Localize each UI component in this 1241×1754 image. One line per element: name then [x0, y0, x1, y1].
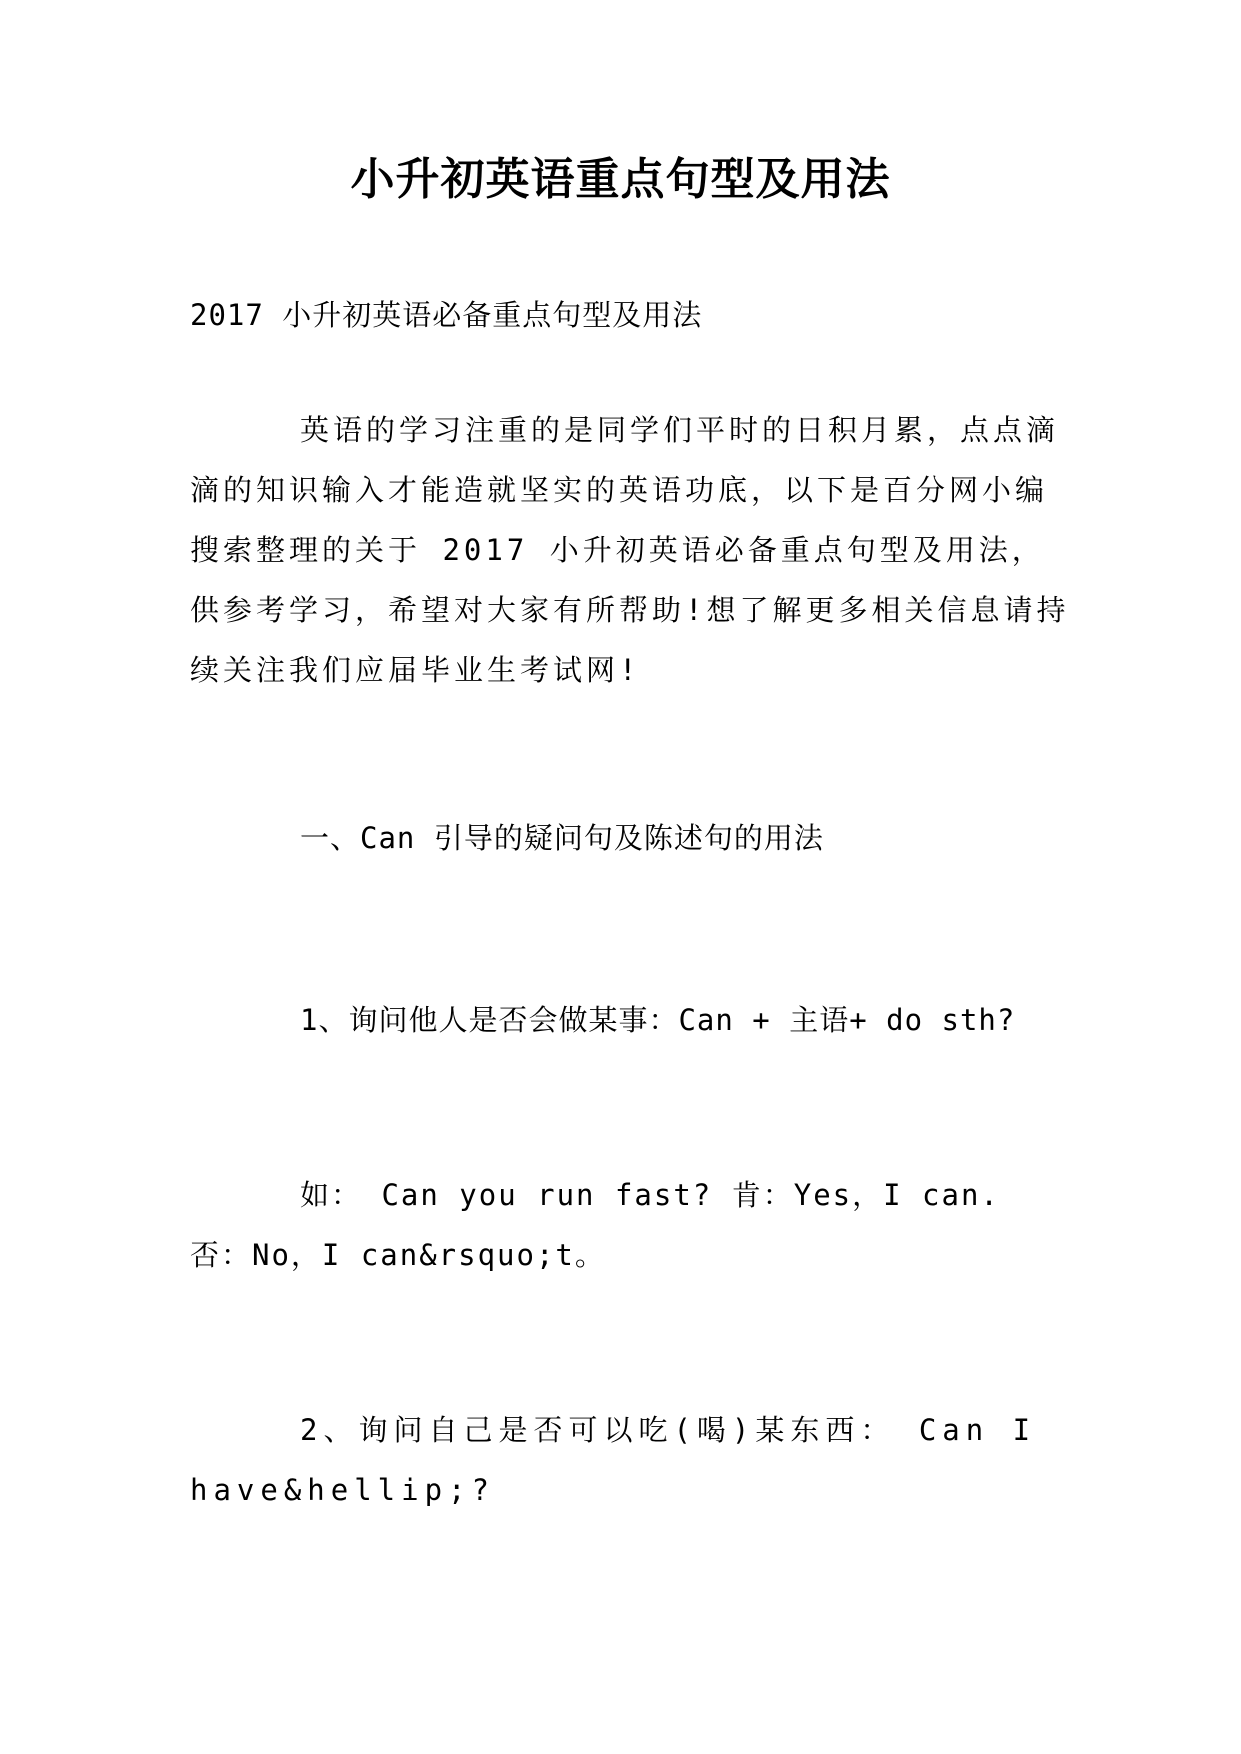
- list-item-1: 1、询问他人是否会做某事：Can + 主语+ do sth?: [300, 1003, 1016, 1037]
- list-item-2: 2、询问自己是否可以吃(喝)某东西： Can I have&hellip;?: [190, 1413, 1037, 1507]
- example-paragraph: 如： Can you run fast? 肯：Yes，I can. 否：No，I can&rsquo;t。: [190, 1178, 1000, 1272]
- section-heading: 一、Can 引导的疑问句及陈述句的用法: [300, 821, 824, 855]
- document-title: 小升初英语重点句型及用法: [350, 154, 891, 205]
- intro-paragraph: 英语的学习注重的是同学们平时的日积月累，点点滴滴的知识输入才能造就坚实的英语功底，以下是百分网小编搜索整理的关于 2017 小升初英语必备重点句型及用法，供参考学习，希望对大家有所帮助!想了解更多相关信息请持续关注我们应届毕业生考试网!: [190, 413, 1070, 687]
- document-subtitle: 2017 小升初英语必备重点句型及用法: [190, 298, 703, 332]
